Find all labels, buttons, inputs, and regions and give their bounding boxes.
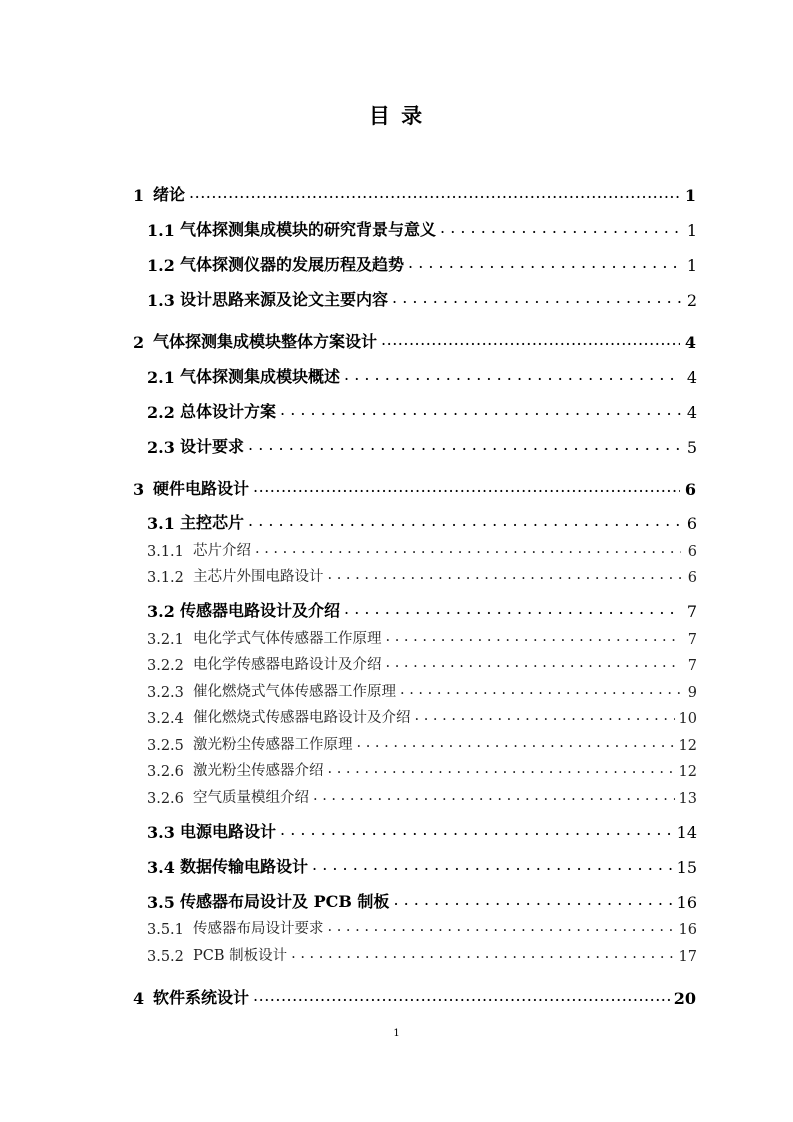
toc-entry[interactable]: [147, 288, 697, 310]
toc-entry[interactable]: [147, 538, 697, 560]
toc-entry[interactable]: [147, 732, 697, 754]
toc-entry[interactable]: [147, 855, 697, 877]
toc-entry[interactable]: [147, 785, 697, 807]
toc-entry-page: 12: [678, 738, 697, 754]
toc-entry[interactable]: [147, 705, 697, 727]
toc-entry-title: 主控芯片: [180, 513, 245, 532]
toc-leader-dots: [280, 400, 681, 422]
toc-entry-number: 3.5.2: [147, 949, 184, 965]
toc-entry-number: 3.1.2: [147, 570, 184, 586]
toc-entry[interactable]: [147, 435, 697, 457]
toc-entry-page: 13: [678, 791, 697, 807]
toc-entry-title: 设计思路来源及论文主要内容: [180, 290, 389, 309]
toc-entry-page: 9: [687, 685, 697, 701]
toc-entry-title: PCB 制板设计: [193, 948, 288, 964]
toc-entry-page: 7: [687, 658, 697, 674]
toc-entry-number: 3.2.2: [147, 658, 184, 674]
toc-entry-number: 3: [133, 480, 145, 499]
toc-leader-dots: [393, 890, 672, 912]
toc-entry-page: 15: [676, 858, 697, 877]
toc-entry[interactable]: [147, 599, 697, 621]
toc-entry-number: 3.1.1: [147, 544, 184, 560]
toc-entry-page: 1: [686, 221, 697, 240]
toc-entry[interactable]: [147, 511, 697, 533]
toc-entry-title: 传感器布局设计要求: [193, 921, 324, 937]
toc-leader-dots: [248, 511, 681, 533]
toc-entry[interactable]: [133, 986, 696, 1008]
toc-entry-number: 3.2.3: [147, 685, 184, 701]
toc-leader-dots: [415, 705, 675, 727]
toc-entry-title: 电化学式气体传感器工作原理: [193, 631, 382, 647]
toc-entry[interactable]: [147, 916, 697, 938]
toc-entry-page: 4: [686, 368, 697, 387]
toc-entry-page: 5: [686, 438, 697, 457]
toc-entry-title: 气体探测仪器的发展历程及趋势: [180, 255, 405, 274]
toc-leader-dots: [344, 599, 681, 621]
toc-leader-dots: [328, 758, 675, 780]
toc-entry-page: 16: [676, 893, 697, 912]
toc-entry-number: 3.5: [147, 893, 175, 912]
toc-entry-title: 催化燃烧式气体传感器工作原理: [193, 684, 396, 700]
toc-leader-dots: [253, 477, 680, 499]
toc-entry-page: 1: [684, 186, 696, 205]
toc-entry[interactable]: [147, 564, 697, 586]
toc-entry[interactable]: [133, 477, 696, 499]
toc-entry[interactable]: [147, 652, 697, 674]
toc-leader-dots: [253, 986, 670, 1008]
toc-entry-number: 4: [133, 989, 145, 1008]
toc-entry-number: 2.3: [147, 438, 175, 457]
toc-leader-dots: [255, 538, 681, 560]
toc-leader-dots: [312, 855, 673, 877]
toc-leader-dots: [386, 652, 682, 674]
toc-entry-title: 气体探测集成模块整体方案设计: [153, 332, 378, 351]
toc-entry[interactable]: [147, 820, 697, 842]
toc-leader-dots: [386, 626, 682, 648]
toc-entry-title: 激光粉尘传感器工作原理: [193, 737, 353, 753]
toc-entry-number: 3.2.5: [147, 738, 184, 754]
toc-entry-page: 4: [684, 333, 696, 352]
toc-leader-dots: [440, 218, 681, 240]
toc-entry-title: 数据传输电路设计: [180, 857, 309, 876]
toc-leader-dots: [357, 732, 675, 754]
toc-entry-title: 硬件电路设计: [153, 479, 250, 498]
toc-leader-dots: [400, 679, 681, 701]
toc-entry-number: 1.2: [147, 256, 175, 275]
toc-entry-title: 绪论: [153, 185, 186, 204]
toc-entry[interactable]: [133, 330, 696, 352]
toc-entry[interactable]: [147, 400, 697, 422]
toc-entry[interactable]: [147, 253, 697, 275]
toc-entry-page: 17: [678, 949, 697, 965]
toc-entry-number: 3.2.6: [147, 791, 184, 807]
toc-entry-page: 12: [678, 764, 697, 780]
toc-title: 目 录: [368, 103, 425, 128]
toc-entry-number: 3.4: [147, 858, 175, 877]
toc-entry-page: 1: [686, 256, 697, 275]
toc-leader-dots: [328, 564, 682, 586]
toc-entry-title: 空气质量模组介绍: [193, 790, 309, 806]
toc-entry-title: 传感器电路设计及介绍: [180, 601, 341, 620]
toc-entry-title: 激光粉尘传感器介绍: [193, 763, 324, 779]
toc-entry-title: 气体探测集成模块的研究背景与意义: [180, 220, 437, 239]
toc-leader-dots: [189, 183, 680, 205]
toc-leader-dots: [280, 820, 673, 842]
toc-entry-number: 1.3: [147, 291, 175, 310]
toc-entry-title: 传感器布局设计及 PCB 制板: [180, 892, 390, 911]
toc-entry-page: 16: [678, 922, 697, 938]
toc-entry[interactable]: [147, 943, 697, 965]
toc-entry-title: 电化学传感器电路设计及介绍: [193, 657, 382, 673]
toc-entry-page: 7: [686, 602, 697, 621]
toc-entry-number: 1: [133, 186, 145, 205]
toc-entry-page: 14: [676, 823, 697, 842]
toc-entry-page: 7: [687, 632, 697, 648]
toc-leader-dots: [291, 943, 674, 965]
toc-entry-number: 3.1: [147, 514, 175, 533]
toc-entry-title: 芯片介绍: [193, 543, 251, 559]
toc-entry-number: 3.2: [147, 602, 175, 621]
toc-leader-dots: [313, 785, 675, 807]
toc-entry-title: 设计要求: [180, 437, 245, 456]
toc-leader-dots: [328, 916, 675, 938]
toc-entry-title: 气体探测集成模块概述: [180, 367, 341, 386]
toc-entry-number: 2: [133, 333, 145, 352]
toc-entry-page: 20: [673, 989, 696, 1008]
toc-entry-page: 6: [687, 544, 697, 560]
toc-entry-page: 6: [687, 570, 697, 586]
toc-entry-number: 1.1: [147, 221, 175, 240]
toc-entry-number: 3.3: [147, 823, 175, 842]
toc-entry-title: 催化燃烧式传感器电路设计及介绍: [193, 710, 411, 726]
toc-entry-number: 3.2.4: [147, 711, 184, 727]
toc-entry-number: 2.2: [147, 403, 175, 422]
toc-entry-number: 3.2.6: [147, 764, 184, 780]
toc-entry-title: 主芯片外围电路设计: [193, 569, 324, 585]
toc-entry[interactable]: [147, 365, 697, 387]
toc-entry-page: 2: [686, 291, 697, 310]
toc-entry-title: 总体设计方案: [180, 402, 277, 421]
toc-entry-page: 4: [686, 403, 697, 422]
toc-entry-page: 6: [686, 514, 697, 533]
toc-entry-title: 电源电路设计: [180, 822, 277, 841]
toc-leader-dots: [392, 288, 681, 310]
toc-entry-title: 软件系统设计: [153, 988, 250, 1007]
toc-leader-dots: [408, 253, 681, 275]
toc-leader-dots: [248, 435, 681, 457]
toc-entry[interactable]: [133, 183, 696, 205]
toc-entry[interactable]: [147, 218, 697, 240]
toc-entry[interactable]: [147, 679, 697, 701]
toc-leader-dots: [381, 330, 680, 352]
toc-entry-page: 6: [684, 480, 696, 499]
toc-entry[interactable]: [147, 758, 697, 780]
toc-entry-number: 3.5.1: [147, 922, 184, 938]
toc-leader-dots: [344, 365, 681, 387]
toc-entry-page: 10: [678, 711, 697, 727]
page-number: 1: [393, 1028, 400, 1039]
toc-entry[interactable]: [147, 626, 697, 648]
toc-entry-number: 3.2.1: [147, 632, 184, 648]
toc-entry[interactable]: [147, 890, 697, 912]
toc-entry-number: 2.1: [147, 368, 175, 387]
